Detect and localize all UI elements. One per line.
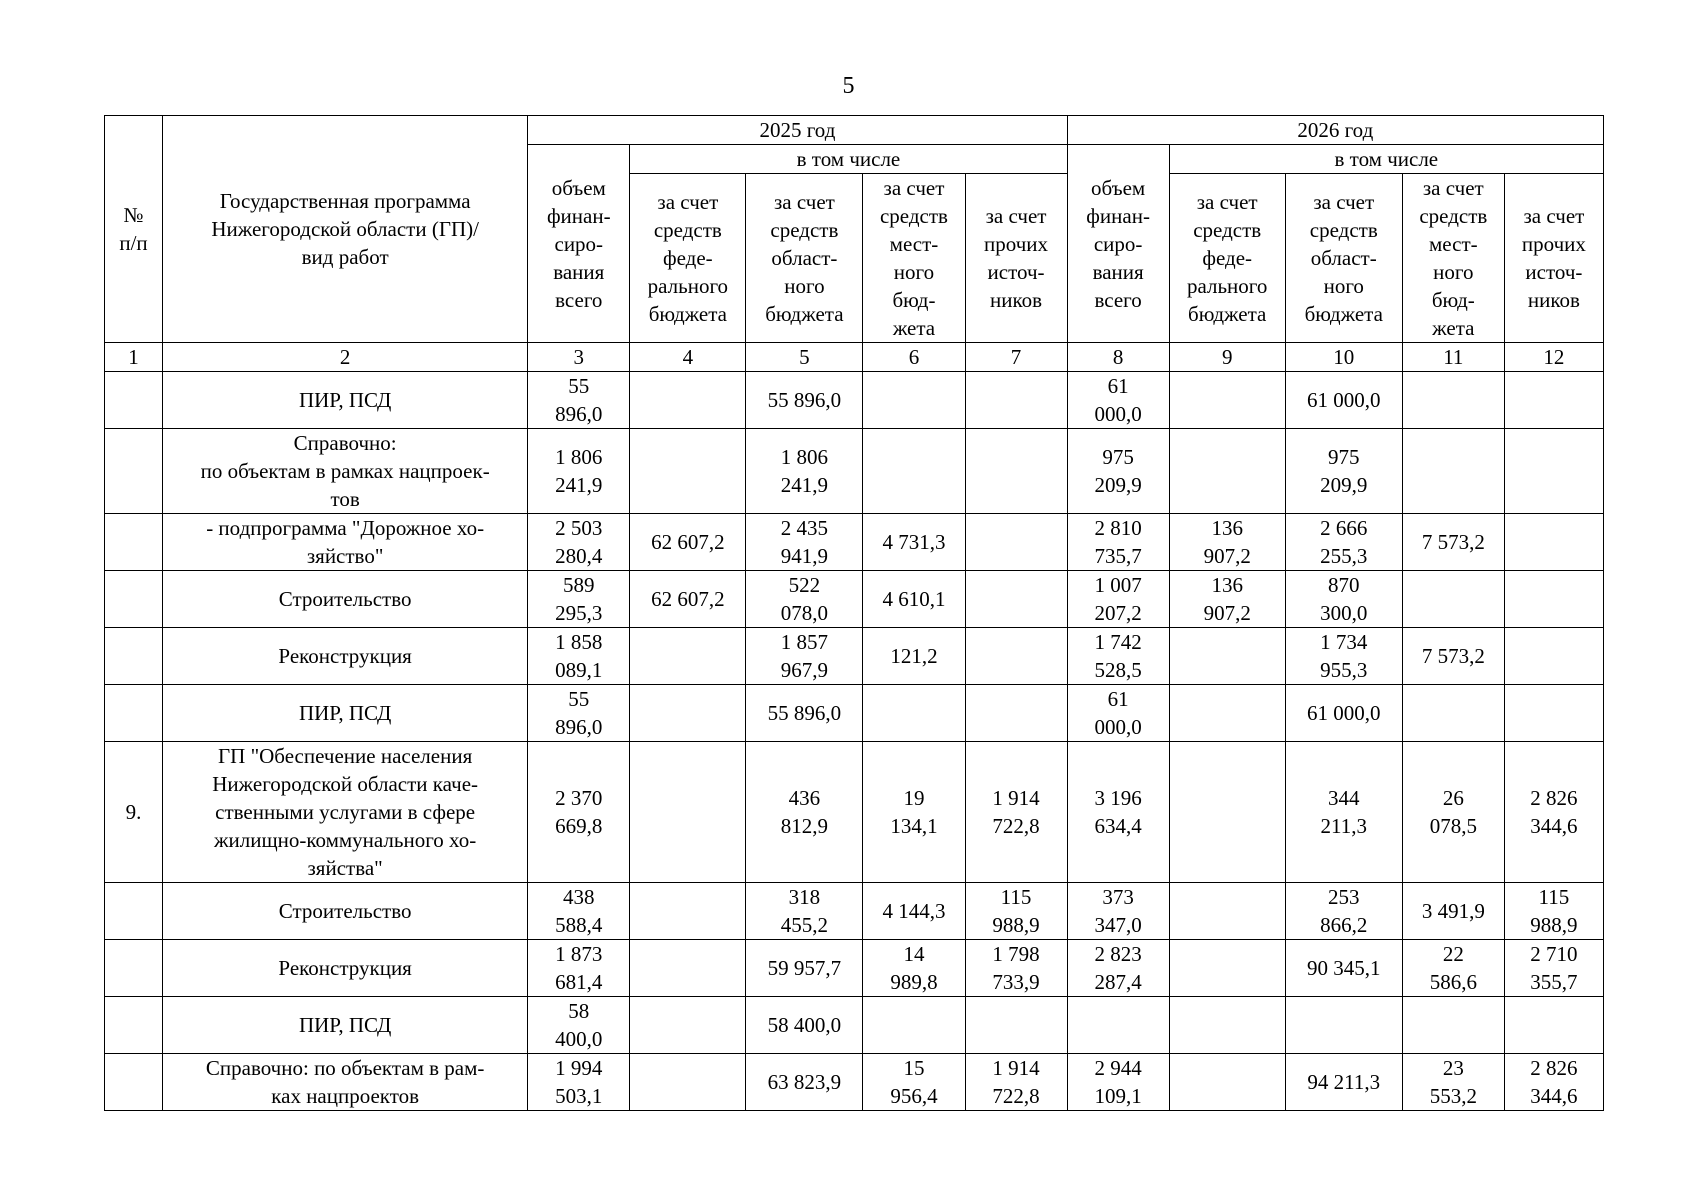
amount-cell: 61 000,0 bbox=[1285, 685, 1402, 742]
table-row bbox=[105, 997, 1604, 1054]
amount-cell bbox=[863, 429, 965, 514]
column-number: 3 bbox=[528, 343, 630, 372]
amount-cell bbox=[1504, 997, 1603, 1054]
amount-cell: 1 806 241,9 bbox=[528, 429, 630, 514]
amount-cell bbox=[1169, 429, 1285, 514]
amount-cell: 2 435 941,9 bbox=[746, 514, 863, 571]
amount-cell bbox=[1504, 514, 1603, 571]
column-number: 7 bbox=[965, 343, 1067, 372]
amount-cell: 522 078,0 bbox=[746, 571, 863, 628]
column-number: 1 bbox=[105, 343, 163, 372]
amount-cell bbox=[630, 429, 746, 514]
amount-cell: 7 573,2 bbox=[1402, 514, 1504, 571]
amount-cell: 61 000,0 bbox=[1067, 372, 1169, 429]
work-type-cell: Реконструкция bbox=[163, 940, 528, 997]
amount-cell bbox=[1402, 372, 1504, 429]
amount-cell: 58 400,0 bbox=[528, 997, 630, 1054]
table-row bbox=[105, 514, 1604, 571]
amount-cell: 15 956,4 bbox=[863, 1054, 965, 1111]
row-number-cell bbox=[105, 685, 163, 742]
amount-cell: 63 823,9 bbox=[746, 1054, 863, 1111]
work-type-cell: Строительство bbox=[163, 571, 528, 628]
column-numbers-row bbox=[105, 343, 1604, 372]
amount-cell: 55 896,0 bbox=[746, 372, 863, 429]
amount-cell bbox=[1169, 742, 1285, 883]
amount-cell bbox=[1169, 685, 1285, 742]
column-number: 9 bbox=[1169, 343, 1285, 372]
amount-cell bbox=[1504, 429, 1603, 514]
amount-cell: 61 000,0 bbox=[1067, 685, 1169, 742]
work-type-cell: Строительство bbox=[163, 883, 528, 940]
table-row bbox=[105, 628, 1604, 685]
amount-cell: 3 491,9 bbox=[1402, 883, 1504, 940]
page-number: 5 bbox=[842, 73, 855, 99]
amount-cell: 2 370 669,8 bbox=[528, 742, 630, 883]
amount-cell: 975 209,9 bbox=[1067, 429, 1169, 514]
amount-cell: 59 957,7 bbox=[746, 940, 863, 997]
table-row bbox=[105, 685, 1604, 742]
row-number-cell: 9. bbox=[105, 742, 163, 883]
amount-cell: 4 610,1 bbox=[863, 571, 965, 628]
header-local-2025: за счет средств мест- ного бюд- жета bbox=[863, 174, 965, 343]
amount-cell: 58 400,0 bbox=[746, 997, 863, 1054]
table-row bbox=[105, 940, 1604, 997]
financing-table bbox=[104, 115, 1604, 1111]
table-row bbox=[105, 571, 1604, 628]
amount-cell bbox=[965, 429, 1067, 514]
amount-cell: 2 503 280,4 bbox=[528, 514, 630, 571]
amount-cell: 1 858 089,1 bbox=[528, 628, 630, 685]
header-year-2026: 2026 год bbox=[1067, 116, 1603, 145]
amount-cell: 94 211,3 bbox=[1285, 1054, 1402, 1111]
amount-cell bbox=[1169, 1054, 1285, 1111]
amount-cell: 2 810 735,7 bbox=[1067, 514, 1169, 571]
header-regional-2026: за счет средств област- ного бюджета bbox=[1285, 174, 1402, 343]
amount-cell bbox=[863, 372, 965, 429]
row-number-cell bbox=[105, 571, 163, 628]
amount-cell: 1 798 733,9 bbox=[965, 940, 1067, 997]
row-number-cell bbox=[105, 628, 163, 685]
amount-cell bbox=[1169, 997, 1285, 1054]
amount-cell: 61 000,0 bbox=[1285, 372, 1402, 429]
amount-cell: 4 731,3 bbox=[863, 514, 965, 571]
amount-cell bbox=[1402, 429, 1504, 514]
amount-cell bbox=[630, 883, 746, 940]
column-number: 12 bbox=[1504, 343, 1603, 372]
amount-cell bbox=[863, 997, 965, 1054]
row-number-cell bbox=[105, 514, 163, 571]
amount-cell: 55 896,0 bbox=[528, 685, 630, 742]
amount-cell: 589 295,3 bbox=[528, 571, 630, 628]
header-federal-2026: за счет средств феде- рального бюджета bbox=[1169, 174, 1285, 343]
row-number-cell bbox=[105, 1054, 163, 1111]
header-total-2026: объем финан- сиро- вания всего bbox=[1067, 145, 1169, 343]
amount-cell: 1 994 503,1 bbox=[528, 1054, 630, 1111]
amount-cell: 62 607,2 bbox=[630, 571, 746, 628]
amount-cell: 19 134,1 bbox=[863, 742, 965, 883]
amount-cell: 1 806 241,9 bbox=[746, 429, 863, 514]
amount-cell: 1 007 207,2 bbox=[1067, 571, 1169, 628]
amount-cell bbox=[863, 685, 965, 742]
row-number-cell bbox=[105, 997, 163, 1054]
header-other-2025: за счет прочих источ- ников bbox=[965, 174, 1067, 343]
amount-cell: 7 573,2 bbox=[1402, 628, 1504, 685]
amount-cell bbox=[1504, 628, 1603, 685]
table-row bbox=[105, 372, 1604, 429]
header-program: Государственная программа Нижегородской области (ГП)/ вид работ bbox=[163, 116, 528, 343]
amount-cell bbox=[1402, 997, 1504, 1054]
amount-cell bbox=[1504, 571, 1603, 628]
amount-cell: 344 211,3 bbox=[1285, 742, 1402, 883]
amount-cell bbox=[630, 940, 746, 997]
amount-cell bbox=[1402, 571, 1504, 628]
amount-cell bbox=[630, 742, 746, 883]
amount-cell: 22 586,6 bbox=[1402, 940, 1504, 997]
row-number-cell bbox=[105, 429, 163, 514]
amount-cell bbox=[1504, 372, 1603, 429]
row-number-cell bbox=[105, 940, 163, 997]
amount-cell bbox=[1285, 997, 1402, 1054]
work-type-cell: - подпрограмма "Дорожное хо- зяйство" bbox=[163, 514, 528, 571]
amount-cell: 2 826 344,6 bbox=[1504, 1054, 1603, 1111]
row-number-cell bbox=[105, 372, 163, 429]
amount-cell bbox=[630, 997, 746, 1054]
amount-cell: 2 944 109,1 bbox=[1067, 1054, 1169, 1111]
amount-cell: 136 907,2 bbox=[1169, 571, 1285, 628]
amount-cell bbox=[965, 372, 1067, 429]
amount-cell: 115 988,9 bbox=[965, 883, 1067, 940]
amount-cell bbox=[1169, 883, 1285, 940]
amount-cell bbox=[630, 628, 746, 685]
amount-cell: 2 710 355,7 bbox=[1504, 940, 1603, 997]
work-type-cell: Справочно: по объектам в рам- ках нацпроектов bbox=[163, 1054, 528, 1111]
table-row bbox=[105, 429, 1604, 514]
amount-cell: 55 896,0 bbox=[528, 372, 630, 429]
header-total-2025: объем финан- сиро- вания всего bbox=[528, 145, 630, 343]
amount-cell: 438 588,4 bbox=[528, 883, 630, 940]
table-row bbox=[105, 742, 1604, 883]
amount-cell: 4 144,3 bbox=[863, 883, 965, 940]
amount-cell bbox=[1067, 997, 1169, 1054]
amount-cell bbox=[630, 1054, 746, 1111]
amount-cell: 1 914 722,8 bbox=[965, 742, 1067, 883]
work-type-cell: ГП "Обеспечение населения Нижегородской области каче- ственными услугами в сфере жилищно-коммунального хо- зяйства" bbox=[163, 742, 528, 883]
amount-cell: 870 300,0 bbox=[1285, 571, 1402, 628]
amount-cell: 2 666 255,3 bbox=[1285, 514, 1402, 571]
amount-cell: 55 896,0 bbox=[746, 685, 863, 742]
column-number: 5 bbox=[746, 343, 863, 372]
amount-cell: 2 823 287,4 bbox=[1067, 940, 1169, 997]
header-including-2025: в том числе bbox=[630, 145, 1067, 174]
amount-cell: 1 734 955,3 bbox=[1285, 628, 1402, 685]
header-year-2025: 2025 год bbox=[528, 116, 1067, 145]
amount-cell bbox=[630, 685, 746, 742]
table-row bbox=[105, 883, 1604, 940]
amount-cell: 115 988,9 bbox=[1504, 883, 1603, 940]
amount-cell: 121,2 bbox=[863, 628, 965, 685]
header-federal-2025: за счет средств феде- рального бюджета bbox=[630, 174, 746, 343]
work-type-cell: ПИР, ПСД bbox=[163, 685, 528, 742]
amount-cell bbox=[965, 997, 1067, 1054]
amount-cell: 253 866,2 bbox=[1285, 883, 1402, 940]
column-number: 4 bbox=[630, 343, 746, 372]
column-number: 10 bbox=[1285, 343, 1402, 372]
column-number: 6 bbox=[863, 343, 965, 372]
amount-cell: 3 196 634,4 bbox=[1067, 742, 1169, 883]
amount-cell bbox=[1169, 628, 1285, 685]
amount-cell bbox=[1402, 685, 1504, 742]
amount-cell bbox=[630, 372, 746, 429]
amount-cell: 1 914 722,8 bbox=[965, 1054, 1067, 1111]
header-local-2026: за счет средств мест- ного бюд- жета bbox=[1402, 174, 1504, 343]
amount-cell bbox=[1169, 372, 1285, 429]
amount-cell: 1 873 681,4 bbox=[528, 940, 630, 997]
amount-cell: 136 907,2 bbox=[1169, 514, 1285, 571]
column-number: 2 bbox=[163, 343, 528, 372]
work-type-cell: Реконструкция bbox=[163, 628, 528, 685]
amount-cell: 975 209,9 bbox=[1285, 429, 1402, 514]
header-including-2026: в том числе bbox=[1169, 145, 1603, 174]
amount-cell bbox=[1169, 940, 1285, 997]
header-num: № п/п bbox=[105, 116, 163, 343]
amount-cell: 318 455,2 bbox=[746, 883, 863, 940]
column-number: 8 bbox=[1067, 343, 1169, 372]
work-type-cell: Справочно: по объектам в рамках нацпроек- тов bbox=[163, 429, 528, 514]
amount-cell: 26 078,5 bbox=[1402, 742, 1504, 883]
amount-cell: 14 989,8 bbox=[863, 940, 965, 997]
amount-cell: 1 857 967,9 bbox=[746, 628, 863, 685]
amount-cell: 1 742 528,5 bbox=[1067, 628, 1169, 685]
header-other-2026: за счет прочих источ- ников bbox=[1504, 174, 1603, 343]
amount-cell bbox=[965, 514, 1067, 571]
header-row-years bbox=[105, 116, 1604, 145]
amount-cell bbox=[965, 571, 1067, 628]
row-number-cell bbox=[105, 883, 163, 940]
amount-cell: 90 345,1 bbox=[1285, 940, 1402, 997]
amount-cell bbox=[965, 628, 1067, 685]
amount-cell: 436 812,9 bbox=[746, 742, 863, 883]
column-number: 11 bbox=[1402, 343, 1504, 372]
amount-cell: 373 347,0 bbox=[1067, 883, 1169, 940]
work-type-cell: ПИР, ПСД bbox=[163, 997, 528, 1054]
table-row bbox=[105, 1054, 1604, 1111]
amount-cell bbox=[1504, 685, 1603, 742]
amount-cell: 62 607,2 bbox=[630, 514, 746, 571]
header-regional-2025: за счет средств област- ного бюджета bbox=[746, 174, 863, 343]
work-type-cell: ПИР, ПСД bbox=[163, 372, 528, 429]
amount-cell: 23 553,2 bbox=[1402, 1054, 1504, 1111]
amount-cell bbox=[965, 685, 1067, 742]
amount-cell: 2 826 344,6 bbox=[1504, 742, 1603, 883]
